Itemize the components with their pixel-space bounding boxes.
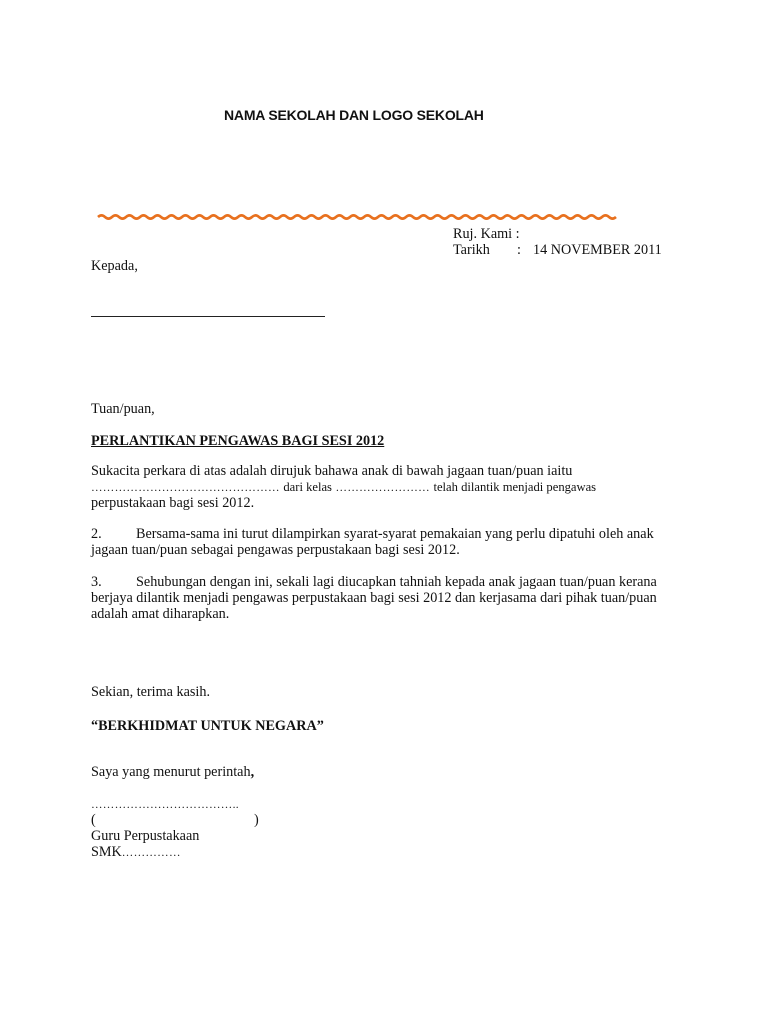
signoff-text: Saya yang menurut perintah [91,764,251,780]
signature-blank: ……………………………….. [91,799,239,811]
tarikh-separator: : [517,242,521,258]
signoff-line [91,764,254,780]
closing-line: Sekian, terima kasih. [91,684,210,700]
school-name-header: NAMA SEKOLAH DAN LOGO SEKOLAH [224,107,484,123]
student-name-blank: ………………………………………… [91,482,280,494]
para2-line2: jagaan tuan/puan sebagai pengawas perpustakaan bagi sesi 2012. [91,542,460,558]
tarikh-value: 14 NOVEMBER 2011 [533,242,662,258]
para1-line2 [91,479,596,496]
para2-text: Bersama-sama ini turut dilampirkan syarat-syarat pemakaian yang perlu dipatuhi oleh anak [136,526,654,542]
para1-line3: perpustakaan bagi sesi 2012. [91,495,255,511]
decorative-wave-divider [96,210,626,222]
school-line [91,844,181,861]
school-prefix: SMK [91,844,122,860]
signoff-comma: , [250,764,255,780]
para3-number: 3. [91,574,102,590]
signer-role: Guru Perpustakaan [91,828,200,844]
ruj-kami-label: Ruj. Kami : [453,226,520,242]
kepada-label: Kepada, [91,258,138,274]
para3-text: Sehubungan dengan ini, sekali lagi diucapkan tahniah kepada anak jagaan tuan/puan kerana [136,574,657,590]
paren-close: ) [254,812,259,828]
paren-open: ( [91,812,96,828]
letter-subject: PERLANTIKAN PENGAWAS BAGI SESI 2012 [91,433,385,449]
para1-tail: telah dilantik menjadi pengawas [433,480,597,494]
para1-dari-kelas: dari kelas [283,480,332,494]
tarikh-label: Tarikh [453,242,490,258]
para2-number: 2. [91,526,102,542]
recipient-blank-line [91,316,325,317]
class-blank: …………………… [335,482,430,494]
motto: “BERKHIDMAT UNTUK NEGARA” [91,718,324,734]
para3-line1 [91,574,657,590]
school-name-blank: …………… [121,847,181,859]
para3-line3: adalah amat diharapkan. [91,606,230,622]
salutation: Tuan/puan, [91,401,155,417]
para1-line1: Sukacita perkara di atas adalah dirujuk bahawa anak di bawah jagaan tuan/puan iaitu [91,463,573,479]
para2-line1 [91,526,654,542]
para3-line2: berjaya dilantik menjadi pengawas perpustakaan bagi sesi 2012 dan kerjasama dari pihak tuan/puan [91,590,657,606]
